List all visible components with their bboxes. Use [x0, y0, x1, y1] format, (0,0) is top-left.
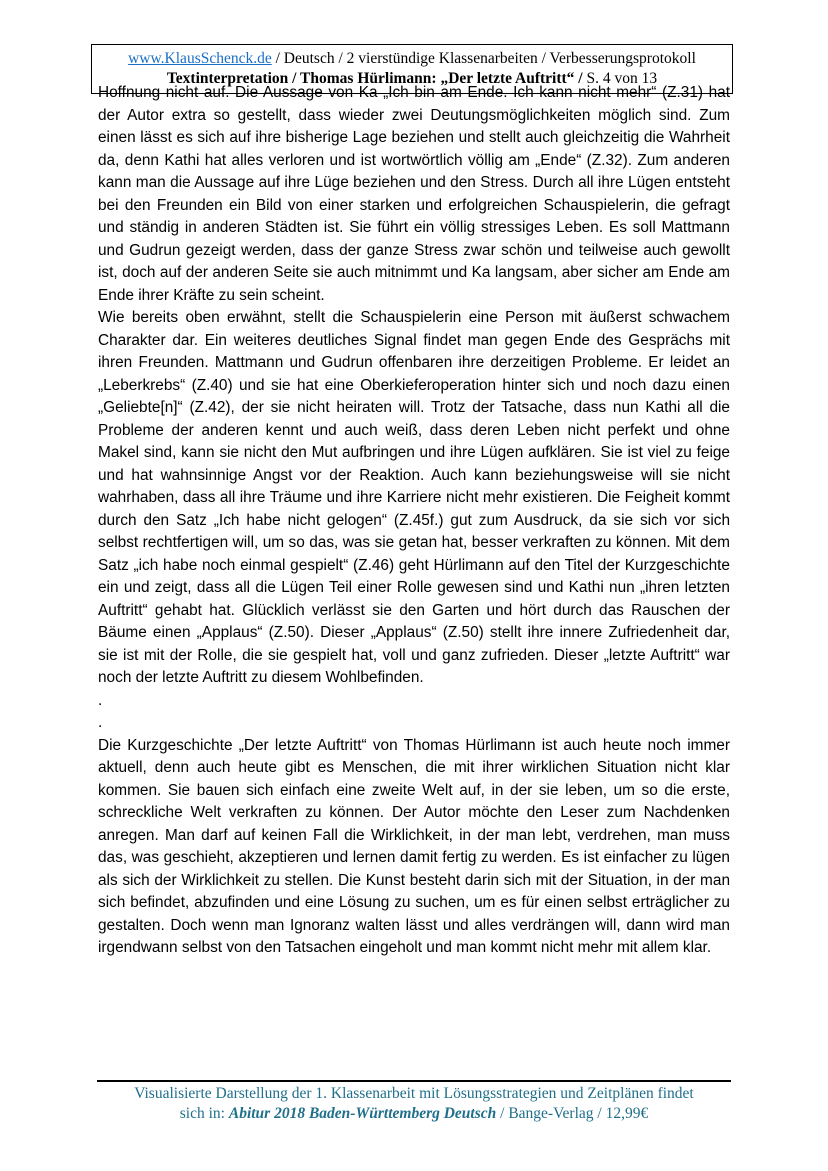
page-number: S. 4 von 13 [582, 70, 658, 87]
book-title: Abitur 2018 Baden-Württemberg Deutsch [228, 1104, 497, 1122]
page-footer [91, 1084, 737, 1123]
ellipsis-dot: . [98, 714, 103, 731]
paragraph: Die Kurzgeschichte „Der letzte Auftritt“ von Thomas Hürlimann ist auch heute noch immer aktuell, denn auch heute gibt es Menschen, die mit ihrer wirklichen Situation nicht klar kommen. Sie bauen sich einfach eine zweite Welt auf, in der sie leben, um so die erste, schreckliche Welt verkraften zu können. Der Autor möchte den Leser zum Nachdenken anregen. Man darf auf keinen Fall die Wirklichkeit, in der man lebt, verdrehen, man muss das, was geschieht, akzeptieren und lernen damit fertig zu werden. Es ist einfacher zu lügen als sich der Wirklichkeit zu stellen. Die Kunst besteht darin sich mit der Situation, in der man sich befindet, abzufinden und eine Lösung zu suchen, um es für einen selbst erträglicher zu gestalten. Doch wenn man Ignoranz walten lässt und alles verdrängen will, dann wird man irgendwann selbst von den Tatsachen eingeholt und man kommt nicht mehr mit allem klar. [98, 736, 730, 956]
footer-line-2 [91, 1104, 737, 1124]
header-line-1 [92, 49, 732, 69]
ellipsis-dot: . [98, 691, 103, 709]
header-title: Textinterpretation / Thomas Hürlimann: „Der letzte Auftritt“ / [166, 70, 583, 87]
site-link[interactable]: www.KlausSchenck.de [128, 50, 272, 67]
body-text [98, 82, 730, 960]
footer-suffix: / Bange-Verlag / 12,99€ [496, 1104, 649, 1122]
paragraph: Wie bereits oben erwähnt, stellt die Schauspielerin eine Person mit äußerst schwachem Charakter dar. Ein weiteres deutliches Signal findet man gegen Ende des Gesprächs mit ihren Freunden. Mattmann und Gudrun offenbaren ihre derzeitigen Probleme. Er leidet an „Leberkrebs“ (Z.40) und sie hat eine Oberkieferoperation hinter sich und noch dazu einen „Geliebte[n]“ (Z.42), der sie nicht heiraten will. Trotz der Tatsache, dass nun Kathi all die Probleme der anderen kennt und auch weiß, dass deren Leben nicht perfekt und ohne Makel sind, kann sie nicht den Mut aufbringen und ihre Lügen aufklären. Sie ist viel zu feige und hat wahnsinnige Angst vor der Reaktion. Auch kann beziehungsweise will sie nicht wahrhaben, dass all ihre Träume und ihre Karriere nicht mehr existieren. Die Feigheit kommt durch den Satz „Ich habe nicht gelogen“ (Z.45f.) gut zum Ausdruck, da sie sich vor sich selbst rechtfertigen will, um so das, was sie getan hat, besser verkraften zu können. Mit dem Satz „ich habe noch einmal gespielt“ (Z.46) geht Hürlimann auf den Titel der Kurzgeschichte ein und zeigt, dass all die Lügen Teil einer Rolle gewesen sind und Kathi nun „ihren letzten Auftritt“ gehabt hat. Glücklich verlässt sie den Garten und hört durch das Rauschen der Bäume einen „Applaus“ (Z.50). Dieser „Applaus“ (Z.50) stellt ihre innere Zufriedenheit dar, sie ist mit der Rolle, die sie gespielt hat, voll und ganz zufrieden. Dieser „letzte Auftritt“ war noch der letzte Auftritt zu diesem Wohlbefinden. [98, 309, 730, 686]
paragraph: Hoffnung nicht auf. Die Aussage von Ka „Ich bin am Ende. Ich kann nicht mehr“ (Z.31) hat der Autor extra so gestellt, dass wieder zwei Deutungsmöglichkeiten möglich sind. Zum einen lässt es sich auf ihre bisherige Lage beziehen und stellt auch gleichzeitig die Wahrheit da, denn Kathi hat alles verloren und ist wortwörtlich völlig am „Ende“ (Z.32). Zum anderen kann man die Aussage auf ihre Lüge beziehen und den Stress. Durch all ihre Lügen entsteht bei den Freunden ein Bild von einer starken und erfolgreichen Schauspielerin, die gefragt und ständig in anderen Städten ist. Sie führt ein völlig stressiges Leben. Es soll Mattmann und Gudrun gezeigt werden, dass der ganze Stress zwar schön und teilweise auch gewollt ist, doch auf der anderen Seite sie auch mitnimmt und Ka langsam, aber sicher am Ende am Ende ihrer Kräfte zu sein scheint. [98, 84, 730, 304]
footer-divider [97, 1080, 731, 1082]
footer-line-1: Visualisierte Darstellung der 1. Klassenarbeit mit Lösungsstrategien und Zeitplänen findet [134, 1085, 694, 1102]
header-path: / Deutsch / 2 vierstündige Klassenarbeiten / Verbesserungsprotokoll [271, 50, 696, 67]
footer-prefix: sich in: [179, 1104, 229, 1122]
